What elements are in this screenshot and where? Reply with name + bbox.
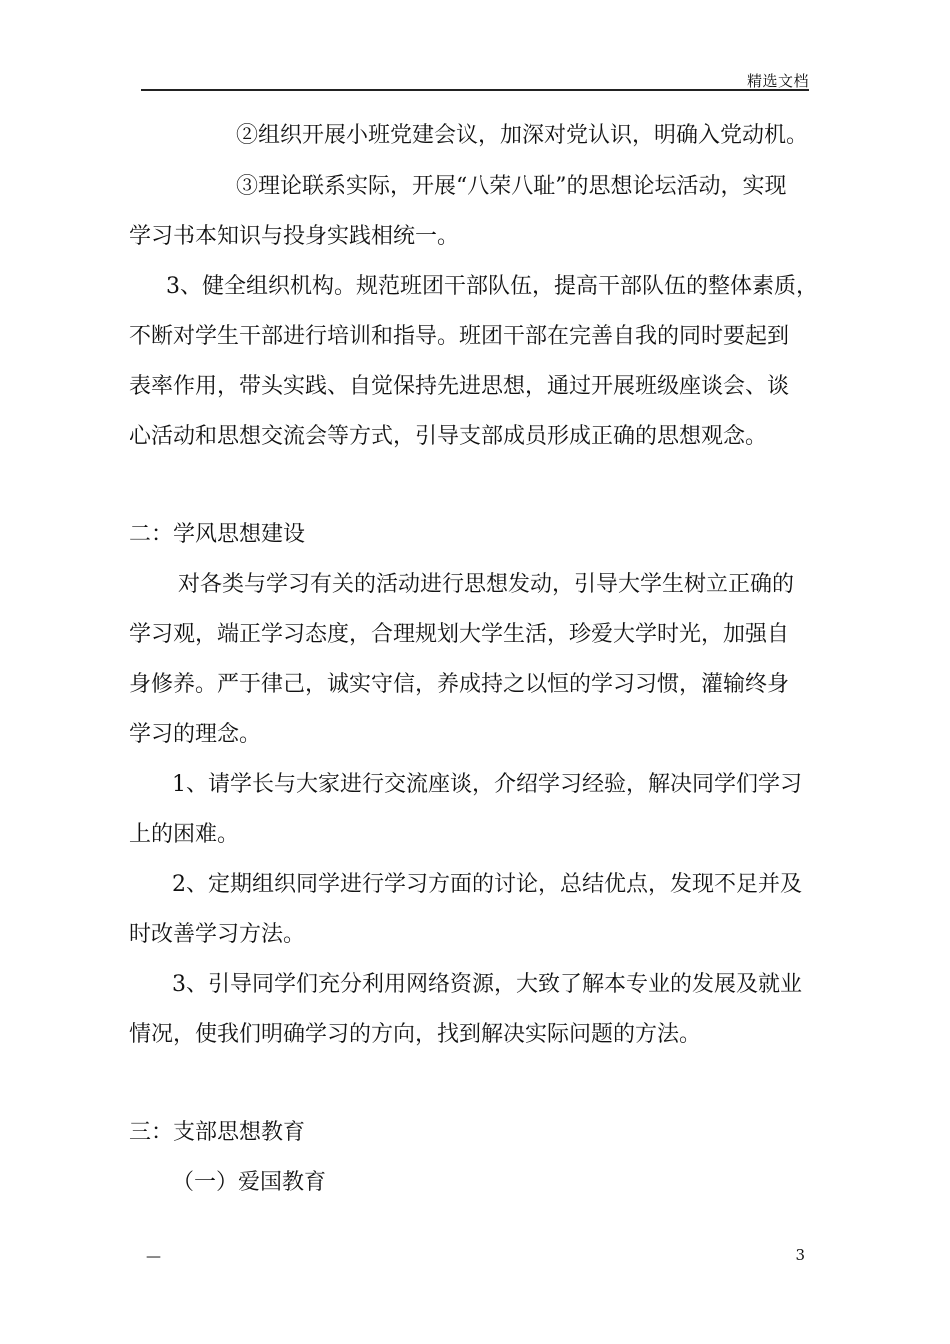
text-line: 3、健全组织机构。规范班团干部队伍，提高干部队伍的整体素质， <box>166 274 818 299</box>
text-line: 上的困难。 <box>129 822 240 847</box>
text-line: 表率作用，带头实践、自觉保持先进思想，通过开展班级座谈会、谈 <box>129 374 790 399</box>
text-line: ③理论联系实际，开展“八荣八耻”的思想论坛活动，实现 <box>236 174 787 199</box>
text-line: 学习书本知识与投身实践相统一。 <box>129 224 460 249</box>
text-line: 时改善学习方法。 <box>129 922 306 947</box>
text-line: ②组织开展小班党建会议，加深对党认识，明确入党动机。 <box>236 123 809 148</box>
page-number: 3 <box>795 1246 805 1264</box>
text-line: 学习的理念。 <box>129 722 262 747</box>
text-line: 不断对学生干部进行培训和指导。班团干部在完善自我的同时要起到 <box>129 324 790 349</box>
text-line: 心活动和思想交流会等方式，引导支部成员形成正确的思想观念。 <box>129 424 768 449</box>
footer-dash: — <box>146 1247 161 1265</box>
text-line: 学习观，端正学习态度，合理规划大学生活，珍爱大学时光，加强自 <box>129 622 790 647</box>
text-line: 1、请学长与大家进行交流座谈，介绍学习经验，解决同学们学习 <box>172 772 802 797</box>
text-line: 对各类与学习有关的活动进行思想发动，引导大学生树立正确的 <box>178 572 795 597</box>
text-line: 2、定期组织同学进行学习方面的讨论，总结优点，发现不足并及 <box>172 872 802 897</box>
subsection-heading: （一）爱国教育 <box>172 1170 327 1195</box>
header-rule <box>141 89 809 91</box>
text-line: 3、引导同学们充分利用网络资源，大致了解本专业的发展及就业 <box>172 972 802 997</box>
section-heading: 二：学风思想建设 <box>129 522 306 547</box>
section-heading: 三：支部思想教育 <box>129 1120 306 1145</box>
header-label: 精选文档 <box>746 72 809 90</box>
text-line: 情况，使我们明确学习的方向，找到解决实际问题的方法。 <box>129 1022 702 1047</box>
text-line: 身修养。严于律己，诚实守信，养成持之以恒的学习习惯，灌输终身 <box>129 672 790 697</box>
